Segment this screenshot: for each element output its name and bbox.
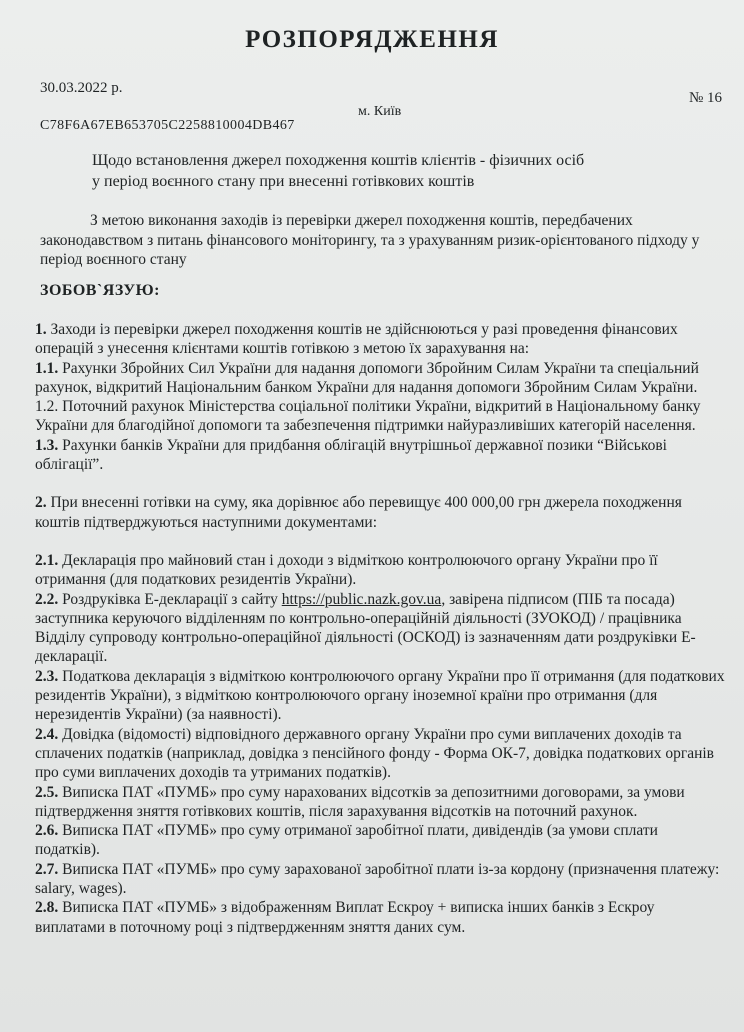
clause-2-6 (35, 821, 725, 860)
clause-1 (35, 320, 725, 359)
clause-number: 2.2. (35, 590, 59, 608)
clause-2-2 (35, 590, 725, 667)
clause-text: Роздруківка Е-декларації з сайту (62, 590, 278, 608)
clause-number: 2.7. (35, 860, 59, 878)
clause-text: Виписка ПАТ «ПУМБ» про суму зарахованої заробітної плати із-за кордону (призначення платежу: salary, wages). (35, 860, 720, 898)
clause-text: , завірена підписом (ПІБ та посада) заступника керуючого відділенням по контрольно-операційній діяльності (ЗУОКОД) / працівника Відділу супроводу контрольно-операційної діяльності (ОСКОД) із зазначенням дати роздруківки Е-декларації. (35, 590, 696, 666)
clause-text: Заходи із перевірки джерел походження коштів не здійснюються у разі проведення фінансових операцій з унесення клієнтами коштів готівкою з метою їх зарахування на: (35, 321, 678, 358)
clause-text: Довідка (відомості) відповідного державного органу України про суми виплачених доходів та сплачених податків (наприклад, довідка з пенсійного фонду - Форма ОК-7, довідка податкових органів про суми виплачених доходів та утриманих податків). (35, 725, 714, 782)
nazk-link[interactable]: https://public.nazk.gov.ua (281, 590, 442, 608)
document-code: C78F6A67EB653705C2258810004DB467 (40, 118, 295, 133)
clause-text: Рахунки Збройних Сил України для надання допомоги Збройним Силам України та спеціальний рахунок, відкритий Національним банком України для надання допомоги Збройним Силам України. (35, 359, 699, 396)
subject-line-1: Щодо встановлення джерел походження коштів клієнтів - фізичних осіб (92, 152, 585, 169)
clause-text: Рахунки банків України для придбання облігацій внутрішньої державної позики “Військові облігації”. (35, 436, 667, 474)
clause-number: 1.3. (35, 436, 59, 454)
document-subject (92, 150, 652, 192)
order-heading: ЗОБОВ`ЯЗУЮ: (40, 282, 160, 299)
clause-number: 2.6. (35, 822, 59, 840)
clause-2-5 (35, 783, 725, 822)
clause-number: 1. (35, 321, 47, 338)
clause-text: При внесенні готівки на суму, яка дорівнює або перевищує 400 000,00 грн джерела походження коштів підтверджуються наступними документами: (35, 494, 682, 531)
document-body (35, 320, 725, 937)
clause-2 (35, 493, 725, 532)
clause-number: 1.1. (35, 359, 59, 377)
document-number: № 16 (688, 90, 722, 106)
preamble (40, 211, 720, 270)
clause-2-4 (35, 725, 725, 783)
clause-1-3 (35, 436, 725, 475)
clause-2-8 (35, 898, 725, 937)
clause-1-2 (35, 397, 725, 436)
clause-number: 1.2. (35, 398, 59, 416)
clause-1-1 (35, 359, 725, 398)
clause-text: Декларація про майновий стан і доходи з відміткою контролюючого органу України про її отримання (для податкових резидентів України). (35, 551, 658, 589)
clause-number: 2.4. (35, 725, 59, 743)
clause-number: 2.8. (35, 899, 59, 917)
clause-2-7 (35, 860, 725, 899)
clause-number: 2.1. (35, 551, 59, 569)
clause-2-3 (35, 667, 725, 725)
preamble-text: З метою виконання заходів із перевірки джерел походження коштів, передбачених законодавством з питань фінансового моніторингу, та з урахуванням ризик-орієнтованого підходу у період воєнного стану (40, 212, 700, 268)
clause-text: Податкова декларація з відміткою контролюючого органу України про її отримання (для податкових резидентів України), з відміткою контролюючого органу іноземної країни про отримання (для нерезидентів України) (за наявності). (35, 667, 725, 724)
clause-text: Виписка ПАТ «ПУМБ» з відображенням Виплат Ескроу + виписка інших банків з Ескроу виплатами в поточному році з підтвердженням зняття даних сум. (35, 899, 655, 936)
clause-number: 2. (35, 494, 47, 512)
clause-text: Виписка ПАТ «ПУМБ» про суму нарахованих відсотків за депозитними договорами, за умови підтвердження зняття готівкових коштів, після зарахування відсотків на поточний рахунок. (35, 783, 685, 820)
document-city: м. Київ (358, 104, 402, 119)
clause-text: Поточний рахунок Міністерства соціальної політики України, відкритий в Національному банку України для благодійної допомоги та забезпечення підтримки найуразливіших категорій населення. (35, 398, 701, 435)
document-title: РОЗПОРЯДЖЕННЯ (245, 26, 499, 53)
clause-2-1 (35, 551, 725, 590)
clause-number: 2.3. (35, 667, 59, 685)
clause-text: Виписка ПАТ «ПУМБ» про суму отриманої заробітної плати, дивідендів (за умови сплати податків). (35, 822, 658, 859)
clause-number: 2.5. (35, 783, 59, 801)
document-date: 30.03.2022 р. (40, 80, 123, 96)
subject-line-2: у період воєнного стану при внесенні готівкових коштів (92, 173, 475, 190)
